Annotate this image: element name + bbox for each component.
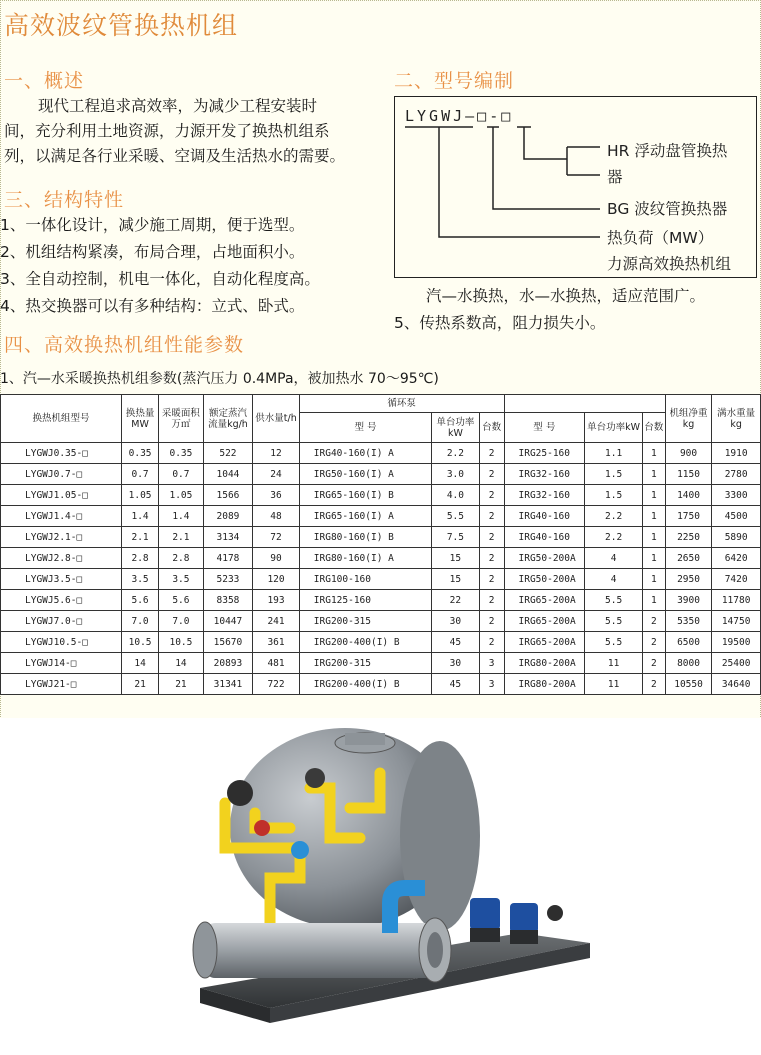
table-row bbox=[1, 611, 761, 632]
feature-item: 4、热交换器可以有多种结构：立式、卧式。 bbox=[0, 297, 305, 315]
table-cell: IRG200-400(I) B bbox=[299, 674, 431, 695]
table-cell: 14 bbox=[121, 653, 158, 674]
th-pump2-count: 台数 bbox=[643, 413, 666, 443]
table-row bbox=[1, 632, 761, 653]
table-cell: 722 bbox=[253, 674, 300, 695]
table-cell: 90 bbox=[253, 548, 300, 569]
table-cell: 3300 bbox=[712, 485, 761, 506]
table-cell: 2.8 bbox=[159, 548, 203, 569]
th-full-weight: 满水重量kg bbox=[712, 395, 761, 443]
table-cell: 2 bbox=[479, 485, 504, 506]
table-cell: 19500 bbox=[712, 632, 761, 653]
table-cell: IRG80-200A bbox=[504, 674, 585, 695]
th-area: 采暖面积万㎡ bbox=[159, 395, 203, 443]
table-cell: 10.5 bbox=[121, 632, 158, 653]
table-cell: 5233 bbox=[203, 569, 253, 590]
table-cell: 2 bbox=[643, 653, 666, 674]
table-cell: 34640 bbox=[712, 674, 761, 695]
table-row bbox=[1, 485, 761, 506]
heat-exchanger bbox=[205, 923, 435, 978]
table-cell: 193 bbox=[253, 590, 300, 611]
overview-heading: 一、概述 bbox=[4, 70, 85, 92]
table-cell: 7.0 bbox=[121, 611, 158, 632]
table-cell: 2 bbox=[643, 611, 666, 632]
th-makeup-pump bbox=[504, 395, 665, 413]
table-cell: IRG65-200A bbox=[504, 590, 585, 611]
table-cell: IRG200-315 bbox=[299, 611, 431, 632]
table-cell: 2250 bbox=[665, 527, 712, 548]
table-cell: IRG80-200A bbox=[504, 653, 585, 674]
table-cell: 5.5 bbox=[585, 632, 643, 653]
table-cell: 1 bbox=[643, 506, 666, 527]
table-cell: 15670 bbox=[203, 632, 253, 653]
table-cell: 5.6 bbox=[159, 590, 203, 611]
table-row bbox=[1, 569, 761, 590]
table-cell: 1910 bbox=[712, 443, 761, 464]
table-cell: 2 bbox=[479, 611, 504, 632]
table-cell: 1044 bbox=[203, 464, 253, 485]
table-cell: IRG100-160 bbox=[299, 569, 431, 590]
table-cell: 11 bbox=[585, 674, 643, 695]
table-cell: IRG65-160(I) B bbox=[299, 485, 431, 506]
table-cell: 10.5 bbox=[159, 632, 203, 653]
table-cell: 7.5 bbox=[432, 527, 480, 548]
table-cell: LYGWJ7.0-□ bbox=[1, 611, 122, 632]
table-cell: 4.0 bbox=[432, 485, 480, 506]
table-cell: LYGWJ10.5-□ bbox=[1, 632, 122, 653]
table-cell: IRG125-160 bbox=[299, 590, 431, 611]
table-cell: 0.7 bbox=[121, 464, 158, 485]
feature-item: 1、一体化设计，减少施工周期，便于选型。 bbox=[0, 216, 305, 234]
table-cell: 3.5 bbox=[121, 569, 158, 590]
page-title: 高效波纹管换热机组 bbox=[4, 11, 239, 40]
model-label-load: 热负荷（MW） bbox=[607, 229, 714, 247]
table-cell: 3900 bbox=[665, 590, 712, 611]
valve bbox=[227, 780, 253, 806]
table-cell: 4500 bbox=[712, 506, 761, 527]
table-cell: 2.2 bbox=[585, 506, 643, 527]
table-cell: 4 bbox=[585, 548, 643, 569]
table-cell: 1.4 bbox=[121, 506, 158, 527]
table-cell: 2 bbox=[643, 674, 666, 695]
heat-exchange-unit-illustration bbox=[0, 718, 761, 1055]
table-cell: 5350 bbox=[665, 611, 712, 632]
table-cell: LYGWJ1.05-□ bbox=[1, 485, 122, 506]
table-cell: 21 bbox=[159, 674, 203, 695]
table-cell: 2 bbox=[479, 632, 504, 653]
table-cell: 6500 bbox=[665, 632, 712, 653]
table-cell: IRG200-400(I) B bbox=[299, 632, 431, 653]
table-cell: 120 bbox=[253, 569, 300, 590]
table-cell: 900 bbox=[665, 443, 712, 464]
table-cell: 2.1 bbox=[159, 527, 203, 548]
table-cell: LYGWJ3.5-□ bbox=[1, 569, 122, 590]
table-cell: 2.1 bbox=[121, 527, 158, 548]
table-cell: IRG25-160 bbox=[504, 443, 585, 464]
th-power: 换热量MW bbox=[121, 395, 158, 443]
table-cell: 7420 bbox=[712, 569, 761, 590]
table-row bbox=[1, 527, 761, 548]
table-cell: 0.35 bbox=[121, 443, 158, 464]
table-cell: 2 bbox=[643, 632, 666, 653]
model-label-bg: BG 波纹管换热器 bbox=[607, 200, 728, 218]
th-net-weight: 机组净重kg bbox=[665, 395, 712, 443]
table-cell: IRG50-160(I) A bbox=[299, 464, 431, 485]
table-cell: 30 bbox=[432, 611, 480, 632]
th-pump2-model: 型 号 bbox=[504, 413, 585, 443]
table-cell: 10550 bbox=[665, 674, 712, 695]
table-cell: 11 bbox=[585, 653, 643, 674]
th-water: 供水量t/h bbox=[253, 395, 300, 443]
table-cell: 2 bbox=[479, 443, 504, 464]
table-cell: 25400 bbox=[712, 653, 761, 674]
overview-line: 间，充分利用土地资源，力源开发了换热机组系 bbox=[4, 122, 330, 140]
table-cell: LYGWJ2.1-□ bbox=[1, 527, 122, 548]
table-cell: 5.6 bbox=[121, 590, 158, 611]
table-cell: 12 bbox=[253, 443, 300, 464]
table-row bbox=[1, 674, 761, 695]
table-cell: 45 bbox=[432, 674, 480, 695]
th-pump2-power: 单台功率kW bbox=[585, 413, 643, 443]
table-cell: IRG40-160(I) A bbox=[299, 443, 431, 464]
table-cell: 36 bbox=[253, 485, 300, 506]
feature-item-cont: 汽—水换热，水—水换热，适应范围广。 bbox=[426, 287, 706, 305]
table-cell: 2 bbox=[479, 527, 504, 548]
table-cell: 5.5 bbox=[432, 506, 480, 527]
table-cell: IRG50-200A bbox=[504, 548, 585, 569]
table-cell: 1.4 bbox=[159, 506, 203, 527]
table-cell: LYGWJ0.7-□ bbox=[1, 464, 122, 485]
table-cell: 11780 bbox=[712, 590, 761, 611]
table-cell: 2 bbox=[479, 569, 504, 590]
table-cell: 2089 bbox=[203, 506, 253, 527]
model-label-hr: HR 浮动盘管换热 bbox=[607, 142, 728, 160]
table-cell: 31341 bbox=[203, 674, 253, 695]
table-cell: 1750 bbox=[665, 506, 712, 527]
table-cell: 1 bbox=[643, 443, 666, 464]
table-cell: 3134 bbox=[203, 527, 253, 548]
table-cell: 2 bbox=[479, 506, 504, 527]
table-cell: 14 bbox=[159, 653, 203, 674]
table-cell: 1.1 bbox=[585, 443, 643, 464]
table-cell: LYGWJ0.35-□ bbox=[1, 443, 122, 464]
table-cell: IRG32-160 bbox=[504, 464, 585, 485]
table-cell: 1.05 bbox=[121, 485, 158, 506]
table-cell: 48 bbox=[253, 506, 300, 527]
unit-photo bbox=[0, 718, 761, 1055]
feature-item: 3、全自动控制，机电一体化，自动化程度高。 bbox=[0, 270, 320, 288]
table-cell: 1.05 bbox=[159, 485, 203, 506]
table-row bbox=[1, 506, 761, 527]
table-cell: IRG80-160(I) A bbox=[299, 548, 431, 569]
table-cell: 1 bbox=[643, 590, 666, 611]
table-cell: 2.8 bbox=[121, 548, 158, 569]
table-cell: 1 bbox=[643, 464, 666, 485]
table-cell: 361 bbox=[253, 632, 300, 653]
th-model: 换热机组型号 bbox=[1, 395, 122, 443]
th-pump-count: 台数 bbox=[479, 413, 504, 443]
th-circ-pump: 循环泵 bbox=[299, 395, 504, 413]
model-label-brand: 力源高效换热机组 bbox=[607, 255, 732, 273]
table-cell: 72 bbox=[253, 527, 300, 548]
table-cell: 21 bbox=[121, 674, 158, 695]
table-cell: LYGWJ2.8-□ bbox=[1, 548, 122, 569]
table-cell: 24 bbox=[253, 464, 300, 485]
circulation-pumps bbox=[470, 898, 563, 944]
table-cell: LYGWJ5.6-□ bbox=[1, 590, 122, 611]
table-cell: 22 bbox=[432, 590, 480, 611]
table-cell: 0.7 bbox=[159, 464, 203, 485]
table-cell: 1 bbox=[643, 527, 666, 548]
table-cell: 2780 bbox=[712, 464, 761, 485]
table-cell: 1150 bbox=[665, 464, 712, 485]
table-cell: IRG80-160(I) B bbox=[299, 527, 431, 548]
params-subtitle: 1、汽—水采暖换热机组参数(蒸汽压力 0.4MPa，被加热水 70～95℃) bbox=[0, 371, 439, 387]
model-label-hr-cont: 器 bbox=[607, 168, 623, 186]
table-cell: IRG40-160 bbox=[504, 506, 585, 527]
table-cell: 1 bbox=[643, 485, 666, 506]
table-cell: 3.5 bbox=[159, 569, 203, 590]
table-cell: 2950 bbox=[665, 569, 712, 590]
table-cell: 2.2 bbox=[432, 443, 480, 464]
table-cell: 2 bbox=[479, 590, 504, 611]
overview-text bbox=[4, 94, 384, 169]
table-cell: 4 bbox=[585, 569, 643, 590]
th-pump-model: 型 号 bbox=[299, 413, 431, 443]
overview-line: 现代工程追求高效率，为减少工程安装时 bbox=[38, 97, 318, 115]
table-cell: 10447 bbox=[203, 611, 253, 632]
model-heading: 二、型号编制 bbox=[394, 70, 515, 92]
table-cell: 1566 bbox=[203, 485, 253, 506]
table-row bbox=[1, 464, 761, 485]
table-cell: IRG32-160 bbox=[504, 485, 585, 506]
valve-red bbox=[254, 820, 270, 836]
table-cell: 4178 bbox=[203, 548, 253, 569]
table-cell: 0.35 bbox=[159, 443, 203, 464]
th-steam: 额定蒸汽流量kg/h bbox=[203, 395, 253, 443]
table-cell: 15 bbox=[432, 569, 480, 590]
table-cell: 7.0 bbox=[159, 611, 203, 632]
table-cell: 5.5 bbox=[585, 590, 643, 611]
table-cell: 1400 bbox=[665, 485, 712, 506]
table-cell: 522 bbox=[203, 443, 253, 464]
table-cell: 3 bbox=[479, 674, 504, 695]
table-cell: LYGWJ14-□ bbox=[1, 653, 122, 674]
table-cell: 20893 bbox=[203, 653, 253, 674]
table-cell: 30 bbox=[432, 653, 480, 674]
overview-line: 列，以满足各行业采暖、空调及生活热水的需要。 bbox=[4, 147, 346, 165]
table-cell: 6420 bbox=[712, 548, 761, 569]
table-cell: 14750 bbox=[712, 611, 761, 632]
table-cell: 3 bbox=[479, 653, 504, 674]
table-cell: IRG200-315 bbox=[299, 653, 431, 674]
table-cell: 1.5 bbox=[585, 464, 643, 485]
table-cell: IRG50-200A bbox=[504, 569, 585, 590]
params-heading: 四、高效换热机组性能参数 bbox=[4, 334, 245, 356]
table-row bbox=[1, 548, 761, 569]
table-cell: 8358 bbox=[203, 590, 253, 611]
table-cell: IRG65-200A bbox=[504, 611, 585, 632]
params-table bbox=[0, 394, 761, 695]
model-code: LYGWJ—□-□ bbox=[405, 107, 514, 125]
table-cell: IRG65-200A bbox=[504, 632, 585, 653]
table-cell: 2650 bbox=[665, 548, 712, 569]
table-cell: LYGWJ21-□ bbox=[1, 674, 122, 695]
table-cell: IRG65-160(I) A bbox=[299, 506, 431, 527]
table-cell: LYGWJ1.4-□ bbox=[1, 506, 122, 527]
table-cell: 2 bbox=[479, 464, 504, 485]
table-cell: IRG40-160 bbox=[504, 527, 585, 548]
feature-item: 5、传热系数高，阻力损失小。 bbox=[394, 314, 606, 332]
table-cell: 2.2 bbox=[585, 527, 643, 548]
table-row bbox=[1, 653, 761, 674]
table-cell: 3.0 bbox=[432, 464, 480, 485]
features-heading: 三、结构特性 bbox=[4, 189, 125, 211]
table-row bbox=[1, 443, 761, 464]
th-pump-power: 单台功率kW bbox=[432, 413, 480, 443]
table-cell: 481 bbox=[253, 653, 300, 674]
feature-item: 2、机组结构紧凑，布局合理，占地面积小。 bbox=[0, 243, 305, 261]
table-cell: 241 bbox=[253, 611, 300, 632]
table-cell: 1 bbox=[643, 548, 666, 569]
table-cell: 2 bbox=[479, 548, 504, 569]
model-code-diagram bbox=[394, 96, 757, 278]
table-row bbox=[1, 590, 761, 611]
table-cell: 5.5 bbox=[585, 611, 643, 632]
table-cell: 8000 bbox=[665, 653, 712, 674]
features-list bbox=[0, 212, 390, 320]
table-cell: 1 bbox=[643, 569, 666, 590]
table-cell: 45 bbox=[432, 632, 480, 653]
table-cell: 1.5 bbox=[585, 485, 643, 506]
table-cell: 15 bbox=[432, 548, 480, 569]
table-cell: 5890 bbox=[712, 527, 761, 548]
